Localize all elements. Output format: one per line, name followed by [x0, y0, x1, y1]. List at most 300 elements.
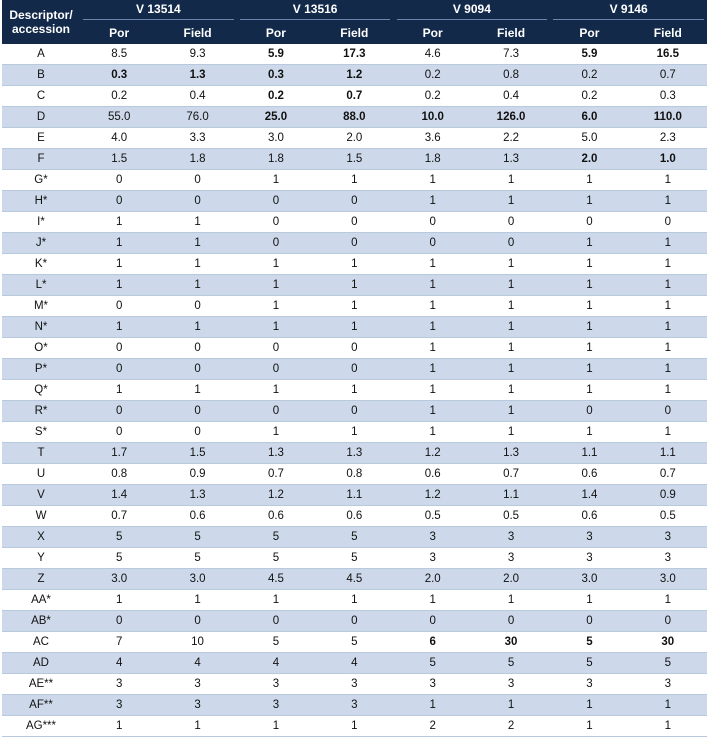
- table-cell: 25.0: [237, 107, 315, 128]
- table-row: [2, 695, 707, 716]
- table-cell: 1.4: [80, 485, 158, 506]
- table-cell: 1: [80, 212, 158, 233]
- row-label: B: [2, 65, 80, 86]
- table-cell: 0: [629, 401, 707, 422]
- table-row: [2, 65, 707, 86]
- table-cell: 1: [629, 422, 707, 443]
- table-cell: 1: [315, 590, 393, 611]
- table-cell: 1.3: [158, 485, 236, 506]
- table-cell: 0.7: [315, 86, 393, 107]
- table-cell: 5: [315, 632, 393, 653]
- table-cell: 3: [550, 527, 628, 548]
- subcolumn-header: Por: [394, 22, 472, 44]
- table-cell: 1: [237, 380, 315, 401]
- table-cell: 30: [629, 632, 707, 653]
- table-cell: 0: [315, 611, 393, 632]
- table-cell: 1: [158, 212, 236, 233]
- table-cell: 4: [158, 653, 236, 674]
- subcolumn-header: Por: [550, 22, 628, 44]
- table-cell: 0.2: [80, 86, 158, 107]
- table-cell: 3: [237, 695, 315, 716]
- row-label: W: [2, 506, 80, 527]
- table-cell: 10: [158, 632, 236, 653]
- table-cell: 1: [80, 380, 158, 401]
- data-table: [2, 0, 707, 737]
- table-cell: 1.8: [394, 149, 472, 170]
- row-label: AG***: [2, 716, 80, 737]
- subcolumn-header: Field: [629, 22, 707, 44]
- table-cell: 0: [237, 359, 315, 380]
- row-label: L*: [2, 275, 80, 296]
- table-cell: 1: [315, 380, 393, 401]
- table-cell: 1: [472, 191, 550, 212]
- table-cell: 1: [472, 338, 550, 359]
- table-cell: 0: [315, 359, 393, 380]
- table-cell: 0: [80, 338, 158, 359]
- table-cell: 2.2: [472, 128, 550, 149]
- row-label: G*: [2, 170, 80, 191]
- table-cell: 0: [315, 212, 393, 233]
- table-cell: 3: [472, 674, 550, 695]
- table-cell: 1.4: [550, 485, 628, 506]
- table-row: [2, 254, 707, 275]
- table-cell: 1: [80, 317, 158, 338]
- table-cell: 5: [550, 653, 628, 674]
- table-cell: 2: [472, 716, 550, 737]
- table-row: [2, 275, 707, 296]
- table-cell: 0: [80, 359, 158, 380]
- table-cell: 1: [237, 317, 315, 338]
- table-cell: 0.6: [550, 506, 628, 527]
- table-cell: 1: [394, 254, 472, 275]
- table-cell: 0: [80, 611, 158, 632]
- table-cell: 0.7: [629, 464, 707, 485]
- table-cell: 5: [237, 632, 315, 653]
- table-cell: 1.8: [158, 149, 236, 170]
- table-cell: 1: [550, 296, 628, 317]
- table-cell: 0.3: [80, 65, 158, 86]
- table-row: [2, 464, 707, 485]
- row-label: K*: [2, 254, 80, 275]
- table-cell: 0: [315, 233, 393, 254]
- table-cell: 1: [550, 170, 628, 191]
- table-row: [2, 296, 707, 317]
- table-cell: 3.0: [237, 128, 315, 149]
- table-cell: 1: [472, 254, 550, 275]
- table-cell: 0: [315, 338, 393, 359]
- table-cell: 1: [237, 422, 315, 443]
- row-label: I*: [2, 212, 80, 233]
- table-cell: 0: [315, 401, 393, 422]
- table-cell: 1: [550, 590, 628, 611]
- table-cell: 10.0: [394, 107, 472, 128]
- table-row: [2, 191, 707, 212]
- row-label: Q*: [2, 380, 80, 401]
- table-cell: 0: [158, 611, 236, 632]
- table-cell: 0: [80, 191, 158, 212]
- table-cell: 0: [158, 359, 236, 380]
- table-cell: 0: [394, 611, 472, 632]
- table-cell: 0.7: [237, 464, 315, 485]
- row-label: Z: [2, 569, 80, 590]
- table-cell: 0: [158, 296, 236, 317]
- table-cell: 5: [158, 527, 236, 548]
- group-header: V 9146: [550, 0, 707, 22]
- table-cell: 0: [158, 338, 236, 359]
- table-cell: 3: [158, 695, 236, 716]
- table-cell: 1: [158, 590, 236, 611]
- row-label: E: [2, 128, 80, 149]
- table-cell: 1: [237, 590, 315, 611]
- table-row: [2, 86, 707, 107]
- table-cell: 3: [550, 548, 628, 569]
- table-cell: 4: [237, 653, 315, 674]
- table-cell: 1: [158, 275, 236, 296]
- table-cell: 1.1: [315, 485, 393, 506]
- table-cell: 0.9: [629, 485, 707, 506]
- table-cell: 1: [394, 422, 472, 443]
- table-cell: 0.6: [550, 464, 628, 485]
- table-row: [2, 611, 707, 632]
- table-cell: 3: [550, 674, 628, 695]
- table-cell: 2: [394, 716, 472, 737]
- table-row: [2, 401, 707, 422]
- table-cell: 3.0: [550, 569, 628, 590]
- table-cell: 126.0: [472, 107, 550, 128]
- table-cell: 1: [394, 275, 472, 296]
- table-cell: 1: [237, 254, 315, 275]
- table-cell: 0: [158, 170, 236, 191]
- row-label: AA*: [2, 590, 80, 611]
- table-cell: 0.2: [550, 65, 628, 86]
- table-cell: 1: [550, 338, 628, 359]
- table-cell: 3.6: [394, 128, 472, 149]
- table-cell: 1: [629, 716, 707, 737]
- table-cell: 17.3: [315, 44, 393, 65]
- row-label: AC: [2, 632, 80, 653]
- table-cell: 1: [394, 191, 472, 212]
- table-cell: 0.5: [472, 506, 550, 527]
- table-cell: 76.0: [158, 107, 236, 128]
- table-cell: 0: [80, 296, 158, 317]
- row-label: P*: [2, 359, 80, 380]
- table-cell: 5.9: [237, 44, 315, 65]
- table-cell: 4.5: [237, 569, 315, 590]
- table-cell: 1: [394, 296, 472, 317]
- table-cell: 3.0: [80, 569, 158, 590]
- table-cell: 1: [472, 380, 550, 401]
- table-cell: 1: [394, 170, 472, 191]
- table-cell: 1: [158, 254, 236, 275]
- table-cell: 9.3: [158, 44, 236, 65]
- table-cell: 1: [472, 275, 550, 296]
- table-cell: 1: [80, 590, 158, 611]
- table-cell: 5: [237, 527, 315, 548]
- table-row: [2, 569, 707, 590]
- table-cell: 1: [315, 296, 393, 317]
- row-label: T: [2, 443, 80, 464]
- table-cell: 3: [472, 527, 550, 548]
- table-cell: 1: [550, 422, 628, 443]
- table-row: [2, 149, 707, 170]
- table-cell: 1: [472, 590, 550, 611]
- table-cell: 0: [550, 212, 628, 233]
- table-cell: 0.2: [550, 86, 628, 107]
- table-cell: 1: [472, 401, 550, 422]
- table-cell: 1: [550, 191, 628, 212]
- table-cell: 4: [80, 653, 158, 674]
- table-cell: 1: [158, 317, 236, 338]
- table-body: [2, 44, 707, 737]
- row-label: AB*: [2, 611, 80, 632]
- row-label: F: [2, 149, 80, 170]
- table-cell: 1: [158, 380, 236, 401]
- table-cell: 1: [629, 590, 707, 611]
- table-cell: 1: [629, 170, 707, 191]
- table-cell: 5: [315, 548, 393, 569]
- group-header: V 9094: [394, 0, 551, 22]
- table-cell: 4.6: [394, 44, 472, 65]
- table-cell: 1: [394, 359, 472, 380]
- row-label: V: [2, 485, 80, 506]
- row-label: A: [2, 44, 80, 65]
- table-cell: 0: [550, 611, 628, 632]
- table-cell: 1: [315, 254, 393, 275]
- row-label: X: [2, 527, 80, 548]
- table-cell: 110.0: [629, 107, 707, 128]
- table-cell: 1: [629, 695, 707, 716]
- row-label: M*: [2, 296, 80, 317]
- table-cell: 0: [472, 233, 550, 254]
- table-cell: 2.0: [394, 569, 472, 590]
- row-label: AF**: [2, 695, 80, 716]
- table-cell: 2.0: [550, 149, 628, 170]
- table-cell: 0: [80, 170, 158, 191]
- table-cell: 0: [80, 422, 158, 443]
- table-cell: 1: [237, 716, 315, 737]
- table-cell: 3: [629, 527, 707, 548]
- table-cell: 3: [315, 674, 393, 695]
- table-row: [2, 632, 707, 653]
- table-row: [2, 590, 707, 611]
- row-label: AE**: [2, 674, 80, 695]
- row-label: J*: [2, 233, 80, 254]
- table-row: [2, 212, 707, 233]
- table-cell: 7: [80, 632, 158, 653]
- table-cell: 2.0: [315, 128, 393, 149]
- table-cell: 1: [472, 296, 550, 317]
- subcolumn-header: Field: [158, 22, 236, 44]
- table-cell: 55.0: [80, 107, 158, 128]
- table-cell: 3: [629, 548, 707, 569]
- table-cell: 0.4: [472, 86, 550, 107]
- table-row: [2, 380, 707, 401]
- table-cell: 5: [629, 653, 707, 674]
- table-cell: 5: [315, 527, 393, 548]
- table-cell: 0.2: [394, 86, 472, 107]
- table-cell: 1: [80, 233, 158, 254]
- table-cell: 0.7: [80, 506, 158, 527]
- table-cell: 1: [550, 317, 628, 338]
- table-cell: 1: [472, 422, 550, 443]
- table-cell: 0: [394, 212, 472, 233]
- row-label: U: [2, 464, 80, 485]
- table-cell: 0: [158, 401, 236, 422]
- table-cell: 0.8: [472, 65, 550, 86]
- table-cell: 1: [629, 338, 707, 359]
- table-row: [2, 44, 707, 65]
- row-label: S*: [2, 422, 80, 443]
- table-cell: 1.1: [629, 443, 707, 464]
- table-cell: 0: [315, 191, 393, 212]
- table-cell: 0.5: [394, 506, 472, 527]
- row-label: D: [2, 107, 80, 128]
- table-cell: 0: [629, 212, 707, 233]
- table-cell: 1.5: [158, 443, 236, 464]
- table-cell: 0: [394, 233, 472, 254]
- table-cell: 1: [472, 170, 550, 191]
- table-cell: 30: [472, 632, 550, 653]
- table-cell: 5: [80, 527, 158, 548]
- table-cell: 1.2: [315, 65, 393, 86]
- table-cell: 1: [550, 380, 628, 401]
- table-cell: 1: [237, 170, 315, 191]
- table-cell: 1: [629, 296, 707, 317]
- table-cell: 1: [550, 254, 628, 275]
- table-cell: 1: [315, 317, 393, 338]
- table-cell: 3: [629, 674, 707, 695]
- table-row: [2, 233, 707, 254]
- table-cell: 5: [550, 632, 628, 653]
- table-cell: 6: [394, 632, 472, 653]
- table-cell: 5: [394, 653, 472, 674]
- table-cell: 6.0: [550, 107, 628, 128]
- table-cell: 0: [629, 611, 707, 632]
- table-cell: 0.2: [394, 65, 472, 86]
- descriptor-header: [2, 0, 80, 44]
- table-cell: 0.2: [237, 86, 315, 107]
- table-cell: 1.3: [472, 443, 550, 464]
- table-cell: 0: [472, 212, 550, 233]
- table-cell: 0: [158, 422, 236, 443]
- table-cell: 0: [237, 338, 315, 359]
- row-label: C: [2, 86, 80, 107]
- table-cell: 1.5: [80, 149, 158, 170]
- table-cell: 0.3: [237, 65, 315, 86]
- table-cell: 3: [394, 548, 472, 569]
- table-row: [2, 527, 707, 548]
- subcolumn-header: Por: [80, 22, 158, 44]
- table-cell: 1: [394, 338, 472, 359]
- table-cell: 0: [237, 233, 315, 254]
- table-cell: 1: [158, 716, 236, 737]
- subcolumn-header: Field: [315, 22, 393, 44]
- table-cell: 3.0: [629, 569, 707, 590]
- group-header: V 13514: [80, 0, 237, 22]
- table-cell: 0: [237, 212, 315, 233]
- table-cell: 3.0: [158, 569, 236, 590]
- table-cell: 0.7: [472, 464, 550, 485]
- table-cell: 0.4: [158, 86, 236, 107]
- table-cell: 1: [472, 359, 550, 380]
- table-cell: 3: [158, 674, 236, 695]
- table-cell: 16.5: [629, 44, 707, 65]
- table-cell: 1: [80, 254, 158, 275]
- table-cell: 88.0: [315, 107, 393, 128]
- table-cell: 0: [237, 191, 315, 212]
- table-cell: 1: [394, 380, 472, 401]
- table-cell: 3.3: [158, 128, 236, 149]
- header-row-groups: [2, 0, 707, 22]
- table-cell: 1.1: [472, 485, 550, 506]
- table-cell: 0.6: [315, 506, 393, 527]
- table-cell: 1: [629, 254, 707, 275]
- table-cell: 1: [315, 170, 393, 191]
- table-cell: 1.0: [629, 149, 707, 170]
- table-cell: 1: [629, 275, 707, 296]
- table-cell: 1: [472, 695, 550, 716]
- table-cell: 3: [237, 674, 315, 695]
- table-cell: 0: [550, 401, 628, 422]
- table-cell: 4.5: [315, 569, 393, 590]
- subcolumn-header: Field: [472, 22, 550, 44]
- table-cell: 0: [472, 611, 550, 632]
- table-row: [2, 443, 707, 464]
- table-cell: 1: [550, 359, 628, 380]
- table-row: [2, 359, 707, 380]
- table-cell: 1.3: [158, 65, 236, 86]
- descriptor-header-line2: accession: [11, 22, 71, 36]
- table-row: [2, 170, 707, 191]
- table-cell: 1: [158, 233, 236, 254]
- table-cell: 1.2: [394, 485, 472, 506]
- table-cell: 1: [237, 296, 315, 317]
- table-cell: 1.8: [237, 149, 315, 170]
- table-row: [2, 485, 707, 506]
- table-cell: 0.3: [629, 86, 707, 107]
- table-cell: 0.6: [158, 506, 236, 527]
- table-cell: 1: [394, 695, 472, 716]
- subcolumn-header: Por: [237, 22, 315, 44]
- table-cell: 0: [237, 401, 315, 422]
- table-cell: 0.6: [394, 464, 472, 485]
- row-label: O*: [2, 338, 80, 359]
- table-cell: 0.8: [315, 464, 393, 485]
- table-row: [2, 422, 707, 443]
- table-cell: 1.1: [550, 443, 628, 464]
- table-cell: 1: [394, 401, 472, 422]
- table-cell: 5: [80, 548, 158, 569]
- table-cell: 1: [80, 275, 158, 296]
- table-cell: 1: [472, 317, 550, 338]
- table-cell: 1: [394, 590, 472, 611]
- table-cell: 1.3: [315, 443, 393, 464]
- table-cell: 0.7: [629, 65, 707, 86]
- table-cell: 1: [629, 359, 707, 380]
- table-cell: 4: [315, 653, 393, 674]
- table-cell: 1.2: [237, 485, 315, 506]
- table-cell: 1.3: [237, 443, 315, 464]
- table-cell: 7.3: [472, 44, 550, 65]
- table-cell: 5: [237, 548, 315, 569]
- table-row: [2, 674, 707, 695]
- table-cell: 1: [315, 422, 393, 443]
- table-cell: 1: [550, 695, 628, 716]
- row-label: AD: [2, 653, 80, 674]
- table-cell: 5.9: [550, 44, 628, 65]
- row-label: H*: [2, 191, 80, 212]
- table-cell: 0.5: [629, 506, 707, 527]
